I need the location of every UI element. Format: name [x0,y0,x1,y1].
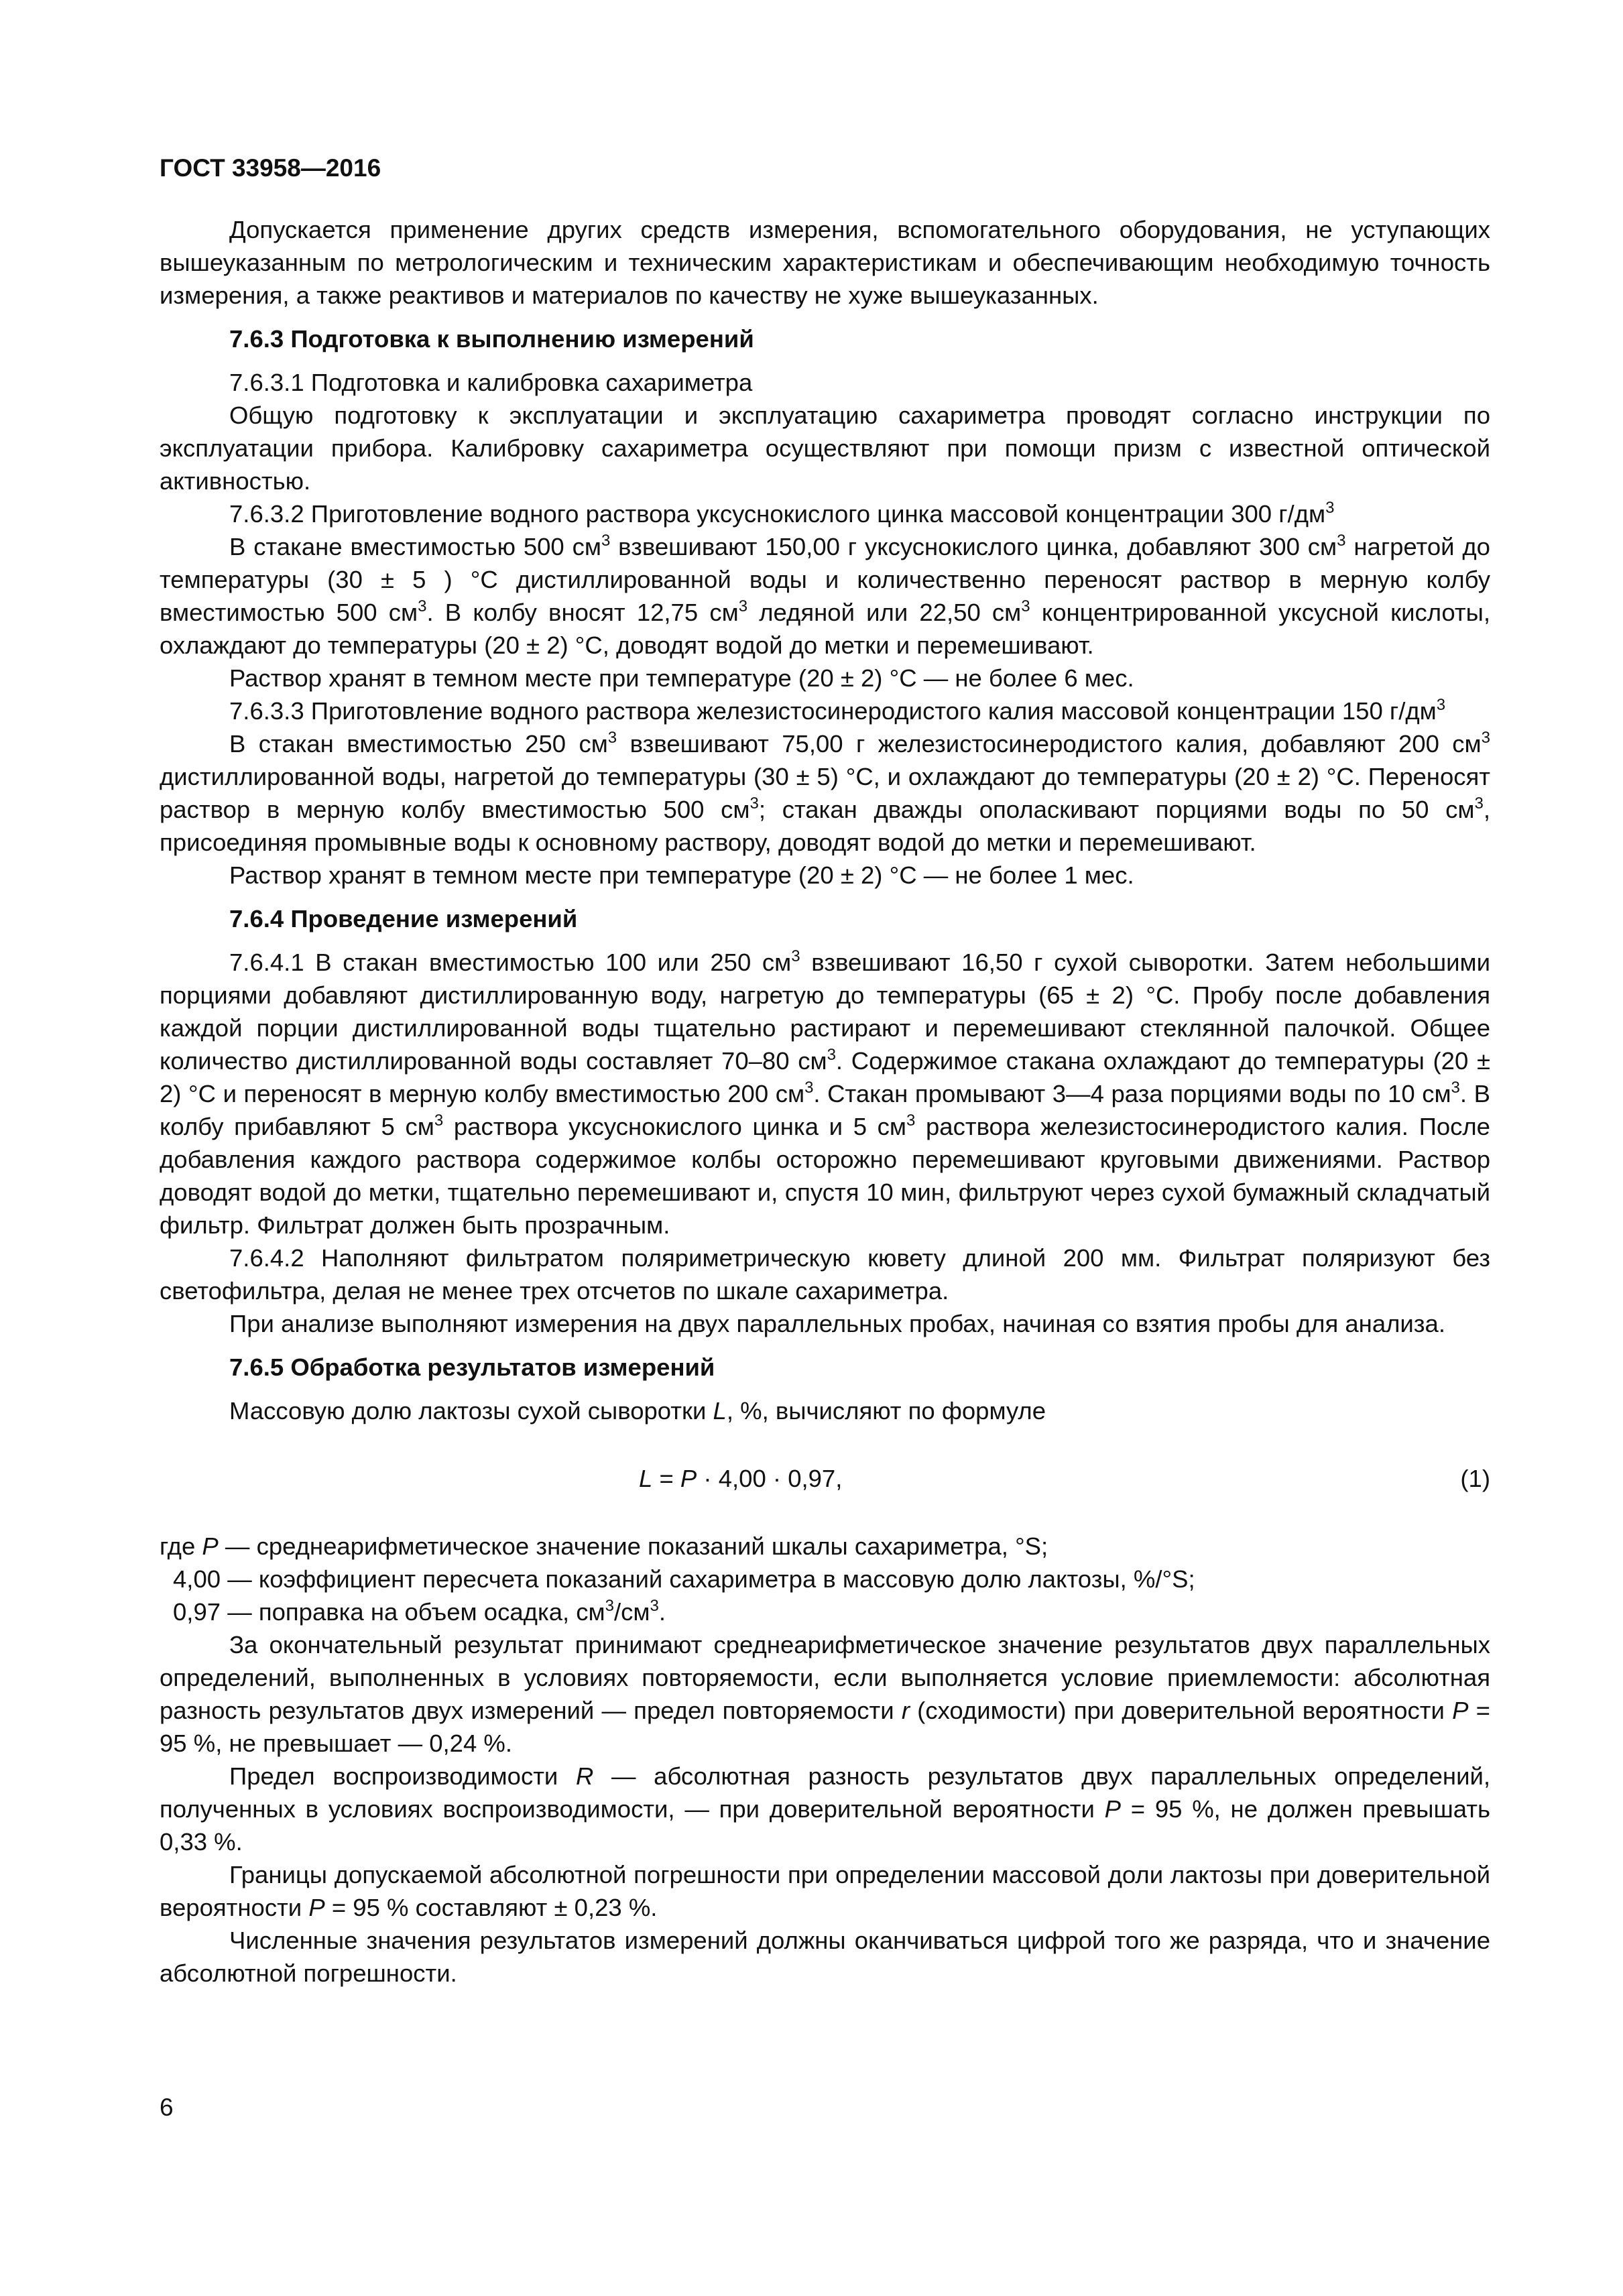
subsection-7-6-3-3-text: В стакан вместимостью 250 $см^3$ взвешивают 75,00 г железистосинеродистого калия, добавляют 200 $см^3$ дистиллированной воды, нагретой до температуры (30 ± 5) °С, и охлаждают до температуры (20 ± 2) °С. Переносят раствор в мерную колбу вместимостью 500 $см^3$; стакан дважды ополаскивают порциями воды по 50 $см^3$, присоединяя промывные воды к основному раствору, доводят водой до метки и перемешивают. [160,729,1490,856]
subsection-7-6-4-2-text: 7.6.4.2 Наполняют фильтратом поляриметрическую кювету длиной 200 мм. Фильтрат поляризуют без светофильтра, делая не менее трех отсчетов по шкале сахариметра. [160,1244,1490,1305]
section-7-6-5-heading: 7.6.5 Обработка результатов измерений [229,1353,715,1381]
subsection-7-6-3-2-storage: Раствор хранят в темном месте при температуре (20 ± 2) °С — не более 6 мес. [229,664,1134,692]
subsection-7-6-4-1-text: 7.6.4.1 В стакан вместимостью 100 или 250 $см^3$ взвешивают 16,50 г сухой сыворотки. Затем небольшими порциями добавляют дистиллированную воду, нагретую до температуры (65 ± 2) °С. Пробу после добавления каждой порции дистиллированной воды тщательно растирают и перемешивают стеклянной палочкой. Общее количество дистиллированной воды составляет 70–80 $см^3$. Содержимое стакана охлаждают до температуры (20 ± 2) °С и переносят в мерную колбу вместимостью 200 $см^3$. Стакан промывают 3—4 раза порциями воды по 10 $см^3$. В колбу прибавляют 5 $см^3$ раствора уксуснокислого цинка и 5 $см^3$ раствора железистосинеродистого калия. После добавления каждого раствора содержимое колбы осторожно перемешивают круговыми движениями. Раствор доводят водой до метки, тщательно перемешивают и, спустя 10 мин, фильтруют через сухой бумажный складчатый фильтр. Фильтрат должен быть прозрачным. [160,947,1490,1239]
parallel-samples-paragraph: При анализе выполняют измерения на двух параллельных пробах, начиная со взятия пробы для анализа. [229,1310,1445,1337]
section-7-6-4-heading: 7.6.4 Проведение измерений [229,905,578,932]
final-result-paragraph: За окончательный результат принимают среднеарифметическое значение результатов двух параллельных определений, выполненных в условиях повторяемости, если выполняется условие приемлемости: абсолютная разность результатов двух измерений — предел повторяемости r (сходимости) при доверительной вероятности P = 95 %, не превышает — 0,24 %. [160,1631,1490,1757]
page-content [160,213,1490,1990]
subsection-7-6-3-2-text: В стакане вместимостью 500 $см^3$ взвешивают 150,00 г уксуснокислого цинка, добавляют 300 $см^3$ нагретой до температуры (30 ± 5 ) °С дистиллированной воды и количественно переносят раствор в мерную колбу вместимостью 500 $см^3$. В колбу вносят 12,75 $см^3$ ледяной или 22,50 $см^3$ концентрированной уксусной кислоты, охлаждают до температуры (20 ± 2) °С, доводят водой до метки и перемешивают. [160,532,1491,659]
subsection-7-6-3-3-title: 7.6.3.3 Приготовление водного раствора железистосинеродистого калия массовой концентрации 150 $г/дм^3$ [229,696,1446,725]
numeric-values-paragraph: Численные значения результатов измерений должны оканчиваться цифрой того же разряда, что и значение абсолютной погрешности. [160,1927,1490,1987]
formula-lead-paragraph: Массовую долю лактозы сухой сыворотки L, %, вычисляют по формуле [229,1397,1046,1425]
error-bounds-paragraph: Границы допускаемой абсолютной погрешности при определении массовой доли лактозы при доверительной вероятности P = 95 % составляют ± 0,23 %. [160,1861,1490,1921]
legend-item-4-00: 4,00 — коэффициент пересчета показаний сахариметра в массовую долю лактозы, %/°S; [173,1565,1195,1593]
subsection-7-6-3-2-title: 7.6.3.2 Приготовление водного раствора уксуснокислого цинка массовой концентрации 300 $г/дм^3$ [229,499,1335,528]
intro-paragraph: Допускается применение других средств измерения, вспомогательного оборудования, не уступающих вышеуказанным по метрологическим и техническим характеристикам и обеспечивающим необходимую точность измерения, а также реактивов и материалов по качеству не хуже вышеуказанных. [160,216,1490,309]
legend-item-0-97: 0,97 — поправка на объем осадка, $см^3/см^3$. [173,1597,666,1626]
standard-code-header: ГОСТ 33958—2016 [160,154,381,182]
subsection-7-6-3-1-text: Общую подготовку к эксплуатации и эксплуатацию сахариметра проводят согласно инструкции по эксплуатации прибора. Калибровку сахариметра осуществляют при помощи призм с известной оптической активностью. [160,402,1490,495]
formula-number: (1) [1460,1465,1490,1492]
subsection-7-6-3-3-storage: Раствор хранят в темном месте при температуре (20 ± 2) °С — не более 1 мес. [229,861,1134,889]
formula-expression: L = P · 4,00 · 0,97, [639,1465,843,1492]
reproducibility-paragraph: Предел воспроизводимости R — абсолютная разность результатов двух параллельных определений, полученных в условиях воспроизводимости, — при доверительной вероятности P = 95 %, не должен превышать 0,33 %. [160,1762,1491,1856]
formula-legend [160,1530,1490,1628]
formula-1 [160,1462,1490,1495]
legend-item-p: где P — среднеарифметическое значение показаний шкалы сахариметра, °S; [160,1532,1048,1560]
subsection-7-6-3-1-title: 7.6.3.1 Подготовка и калибровка сахариметра [229,369,753,396]
page-number: 6 [160,2094,174,2121]
section-7-6-3-heading: 7.6.3 Подготовка к выполнению измерений [229,325,754,353]
